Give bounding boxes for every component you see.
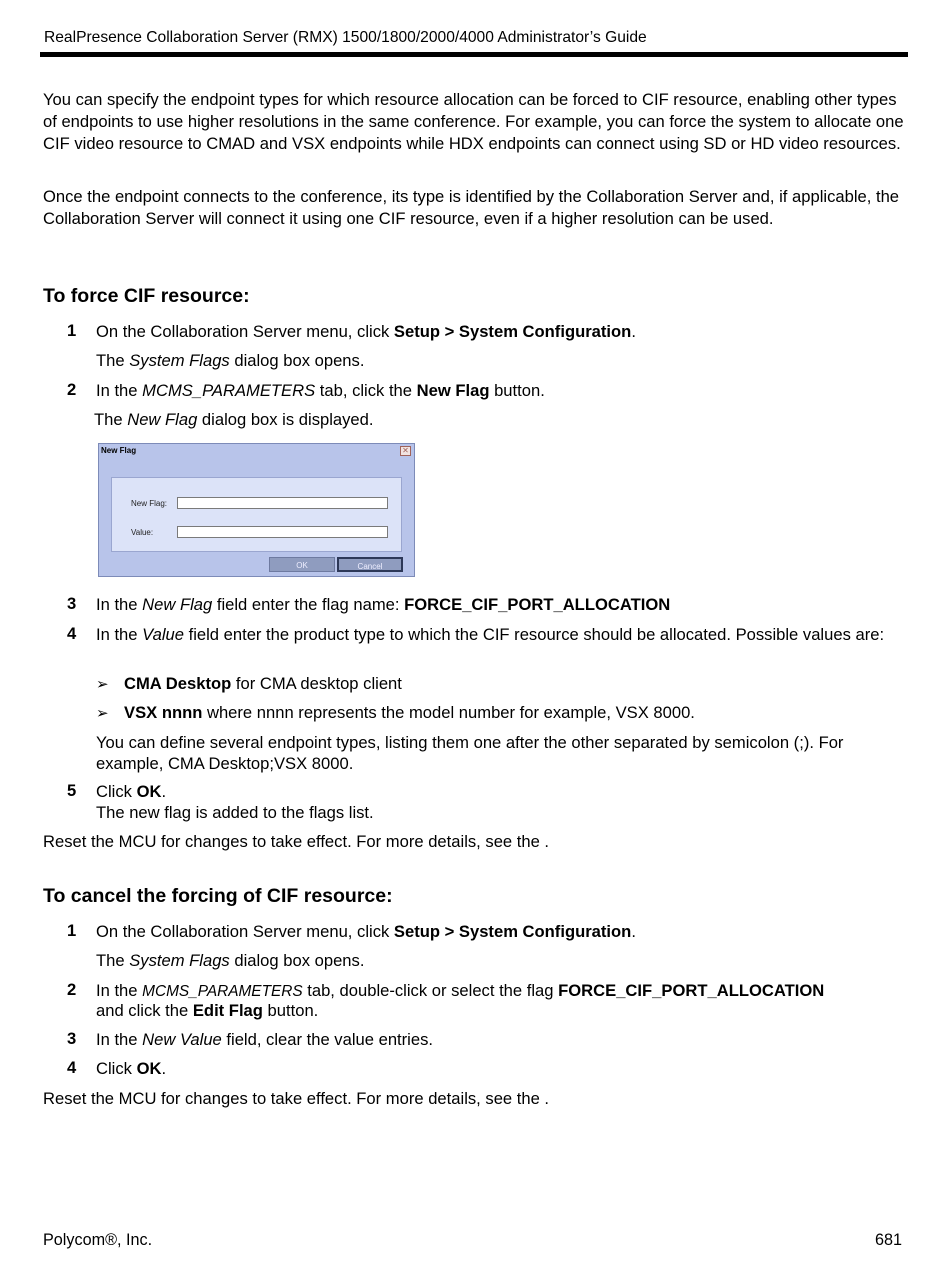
step-text: In the MCMS_PARAMETERS tab, click the New Flag button. xyxy=(96,381,545,400)
cancel-button[interactable]: Cancel xyxy=(337,557,403,572)
step-number: 2 xyxy=(67,380,77,399)
step-text: In the Value field enter the product type to which the CIF resource should be allocated. Possible values are: xyxy=(96,625,885,644)
header-rule xyxy=(40,52,908,57)
step-note: You can define several endpoint types, listing them one after the other separated by semicolon (;). For example, CMA Desktop;VSX 8000. xyxy=(96,733,844,773)
step-text: Click OK. xyxy=(96,1059,167,1078)
value-label: Value: xyxy=(131,528,154,537)
step-note: The System Flags dialog box opens. xyxy=(96,351,365,370)
step-number: 1 xyxy=(67,321,77,340)
bullet-item: VSX nnnn where nnnn represents the model number for example, VSX 8000. xyxy=(124,703,695,722)
step-note: The New Flag dialog box is displayed. xyxy=(94,410,374,429)
close-icon[interactable]: ✕ xyxy=(400,446,411,456)
running-header: RealPresence Collaboration Server (RMX) 1500/1800/2000/4000 Administrator’s Guide xyxy=(44,29,647,46)
step-number: 1 xyxy=(67,921,77,940)
footer-company: Polycom®, Inc. xyxy=(43,1231,153,1249)
step-text-continued: and click the Edit Flag button. xyxy=(96,1001,319,1020)
reset-note: Reset the MCU for changes to take effect. For more details, see the . xyxy=(43,1089,550,1108)
new-flag-input[interactable] xyxy=(177,497,388,509)
value-input[interactable] xyxy=(177,526,388,538)
step-text: On the Collaboration Server menu, click Setup > System Configuration. xyxy=(96,322,636,341)
step-number: 3 xyxy=(67,1029,77,1048)
step-number: 3 xyxy=(67,594,77,613)
reset-note: Reset the MCU for changes to take effect. For more details, see the . xyxy=(43,832,550,851)
step-note: The System Flags dialog box opens. xyxy=(96,951,365,970)
step-text: In the New Flag field enter the flag name: FORCE_CIF_PORT_ALLOCATION xyxy=(96,595,671,614)
step-note: The new flag is added to the flags list. xyxy=(96,803,374,822)
section-heading-cancel-cif: To cancel the forcing of CIF resource: xyxy=(43,885,393,907)
ok-button[interactable]: OK xyxy=(269,557,335,572)
bullet-arrow-icon: ➢ xyxy=(96,705,109,722)
new-flag-dialog xyxy=(98,443,415,577)
step-number: 5 xyxy=(67,781,77,800)
dialog-panel xyxy=(111,477,402,552)
step-text: On the Collaboration Server menu, click Setup > System Configuration. xyxy=(96,922,636,941)
intro-paragraph-1: You can specify the endpoint types for which resource allocation can be forced to CIF resource, enabling other types of endpoints to use higher resolutions in the same conference. For example, you can force the system to allocate one CIF video resource to CMAD and VSX endpoints while HDX endpoints can connect using SD or HD video resources. xyxy=(43,90,904,153)
new-flag-label: New Flag: xyxy=(131,499,168,508)
step-number: 2 xyxy=(67,980,77,999)
step-number: 4 xyxy=(67,624,77,643)
dialog-title: New Flag xyxy=(101,446,137,455)
bullet-item: CMA Desktop for CMA desktop client xyxy=(124,674,402,693)
step-text: Click OK. xyxy=(96,782,167,801)
bullet-arrow-icon: ➢ xyxy=(96,676,109,693)
intro-paragraph-2: Once the endpoint connects to the conference, its type is identified by the Collaboration Server and, if applicable, the Collaboration Server will connect it using one CIF resource, even if a higher resolution can be used. xyxy=(43,187,900,228)
section-heading-force-cif: To force CIF resource: xyxy=(43,285,250,307)
step-number: 4 xyxy=(67,1058,77,1077)
page-number: 681 xyxy=(875,1231,903,1249)
step-text: In the MCMS_PARAMETERS tab, double-click or select the flag FORCE_CIF_PORT_ALLOCATION xyxy=(96,981,825,1000)
step-text: In the New Value field, clear the value entries. xyxy=(96,1030,434,1049)
